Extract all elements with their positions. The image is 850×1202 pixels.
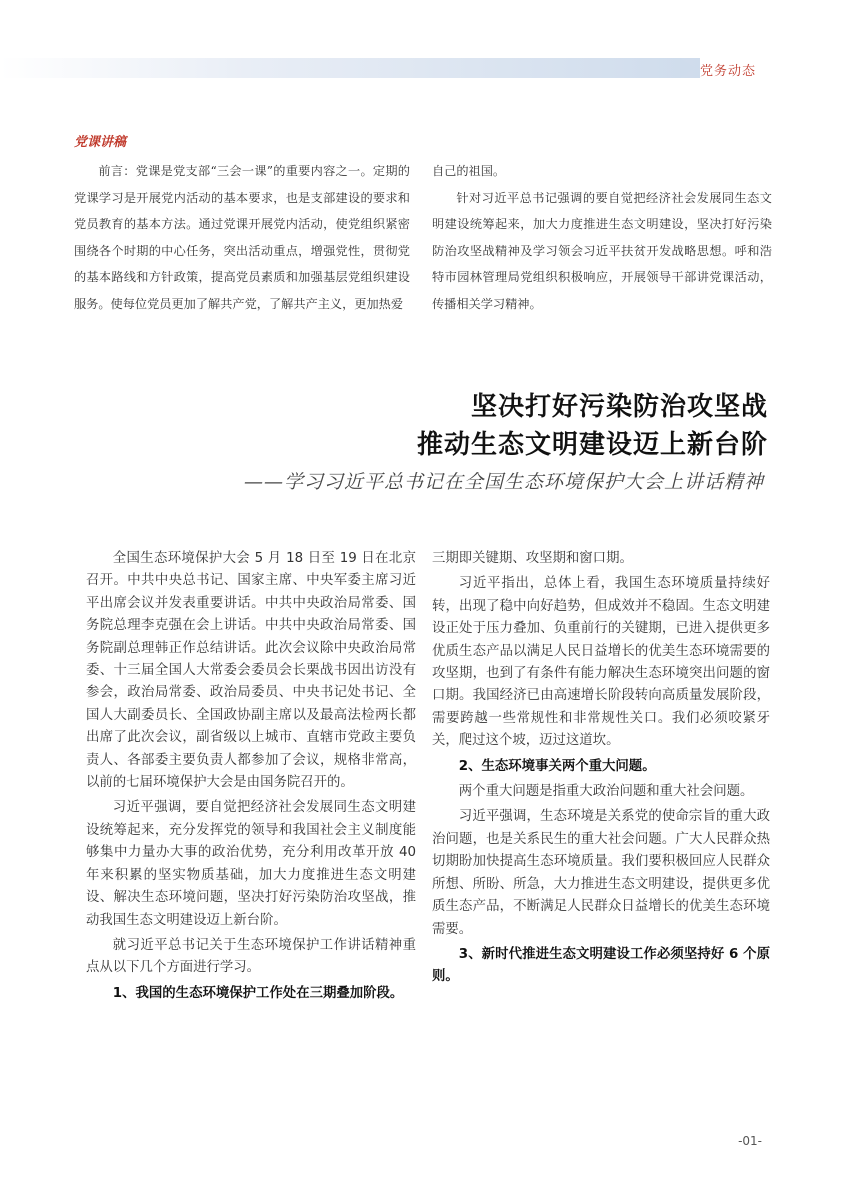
article-left-column bbox=[86, 548, 416, 1008]
article-paragraph: 习近平强调，生态环境是关系党的使命宗旨的重大政治问题，也是关系民生的重大社会问题。广大人民群众热切期盼加快提高生态环境质量。我们要积极回应人民群众所想、所盼、所急，大力推进生态文明建设，提供更多优质生态产品，不断满足人民群众日益增长的优美生态环境需要。 bbox=[432, 809, 770, 937]
article-title-line2: 推动生态文明建设迈上新台阶 bbox=[416, 430, 768, 460]
article-heading-3: 3、新时代推进生态文明建设工作必须坚持好 6 个原则。 bbox=[432, 946, 770, 985]
article-paragraph: 习近平强调，要自觉把经济社会发展同生态文明建设统筹起来，充分发挥党的领导和我国社会主义制度能够集中力量办大事的政治优势，充分利用改革开放 40 年来积累的坚实物质基础，加大力度推进生态文明建设、解决生态环境问题，坚决打好污染防治攻坚战，推动我国生态文明建设迈上新台阶。 bbox=[86, 800, 416, 928]
article-heading-2: 2、生态环境事关两个重大问题。 bbox=[458, 758, 656, 774]
article-continuation: 三期即关键期、攻坚期和窗口期。 bbox=[432, 551, 633, 566]
article-paragraph: 全国生态环境保护大会 5 月 18 日至 19 日在北京召开。中共中央总书记、国家主席、中央军委主席习近平出席会议并发表重要讲话。中共中央政治局常委、国务院总理李克强在会上讲话。中共中央政治局常委、国务院副总理韩正作总结讲话。此次会议除中央政治局常委、十三届全国人大常委会委员会长栗战书因出访没有参会，政治局常委、政治局委员、中央书记处书记、全国人大副委员长、全国政协副主席以及最高法检两长都出席了此次会议，副省级以上城市、直辖市党政主要负责人、各部委主要负责人都参加了会议，规格非常高，以前的七届环境保护大会是由国务院召开的。 bbox=[86, 551, 416, 791]
article-paragraph: 习近平指出，总体上看，我国生态环境质量持续好转，出现了稳中向好趋势，但成效并不稳固。生态文明建设正处于压力叠加、负重前行的关键期，已进入提供更多优质生态产品以满足人民日益增长的优美生态环境需要的攻坚期，也到了有条件有能力解决生态环境突出问题的窗口期。我国经济已由高速增长阶段转向高质量发展阶段，需要跨越一些常规性和非常规性关口。我们必须咬紧牙关，爬过这个坡，迈过这道坎。 bbox=[432, 576, 770, 749]
intro-left-column bbox=[74, 158, 410, 317]
header-band-arrow bbox=[680, 58, 694, 78]
article-paragraph: 两个重大问题是指重大政治问题和重大社会问题。 bbox=[458, 784, 754, 800]
intro-continuation: 自己的祖国。 bbox=[432, 164, 506, 178]
article-heading-1: 1、我国的生态环境保护工作处在三期叠加阶段。 bbox=[112, 985, 404, 1001]
article-subtitle: ——学习习近平总书记在全国生态环境保护大会上讲话精神 bbox=[243, 471, 764, 493]
article-right-column bbox=[432, 548, 770, 992]
section-name: 党务动态 bbox=[700, 64, 757, 79]
intro-paragraph: 前言：党课是党支部“三会一课”的重要内容之一。定期的党课学习是开展党内活动的基本要求，也是支部建设的要求和党员教育的基本方法。通过党课开展党内活动，使党组织紧密围绕各个时期的中心任务，突出活动重点，增强党性，贯彻党的基本路线和方针政策，提高党员素质和加强基层党组织建设服务。使每位党员更加了解共产党，了解共产主义，更加热爱 bbox=[74, 164, 410, 311]
page-number: -01- bbox=[738, 1134, 762, 1148]
intro-paragraph: 针对习近平总书记强调的要自觉把经济社会发展同生态文明建设统筹起来，加大力度推进生态文明建设，坚决打好污染防治攻坚战精神及学习领会习近平扶贫开发战略思想。呼和浩特市园林管理局党组织积极响应，开展领导干部讲党课活动，传播相关学习精神。 bbox=[432, 190, 772, 311]
article-paragraph: 就习近平总书记关于生态环境保护工作讲话精神重点从以下几个方面进行学习。 bbox=[86, 937, 416, 976]
intro-right-column bbox=[432, 158, 772, 317]
header-band bbox=[0, 58, 700, 78]
lecture-label: 党课讲稿 bbox=[74, 135, 127, 150]
article-title-line1: 坚决打好污染防治攻坚战 bbox=[470, 392, 768, 422]
